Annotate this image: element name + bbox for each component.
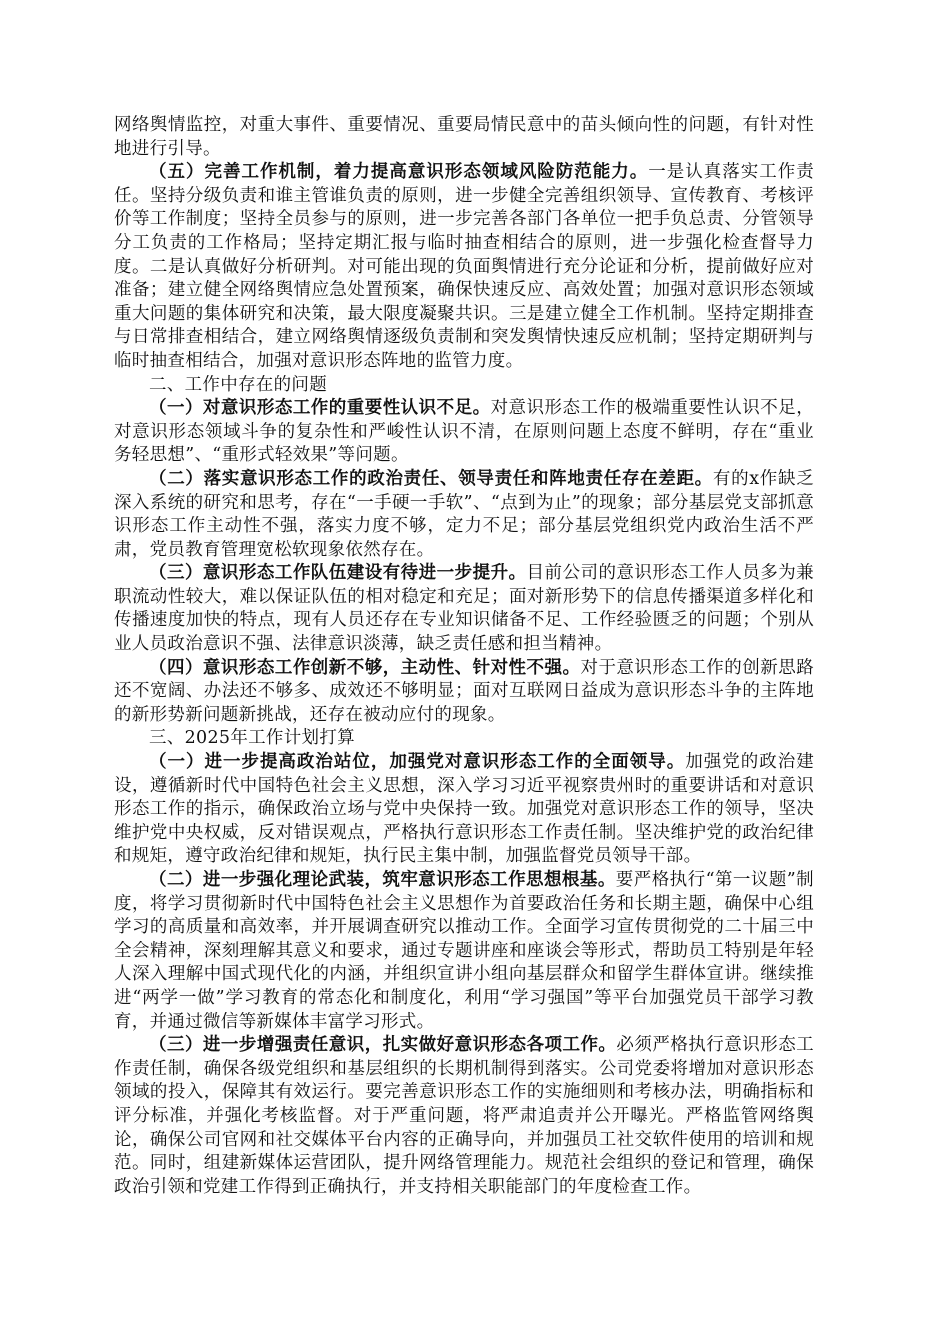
paragraph-text: 目前公司的意识形态工作人员多为兼职流动性较大，难以保证队伍的相对稳定和充足；面对新形势下的信息传播渠道多样化和传播速度加快的特点，现有人员还存在专业知识储备不足、工作经验匮乏的问题；个别从业人员政治意识不强、法律意识淡薄，缺乏责任感和担当精神。: [114, 563, 814, 655]
paragraph-heading: （三）进一步增强责任意识，扎实做好意识形态各项工作。: [149, 1035, 617, 1056]
paragraph-section-2-4: [114, 657, 814, 728]
paragraph-section-2-3: [114, 562, 814, 656]
paragraph-heading: （三）意识形态工作队伍建设有待进一步提升。: [149, 563, 527, 584]
paragraph-section-2-2: [114, 468, 814, 562]
paragraph-section-3-3: [114, 1034, 814, 1199]
paragraph-text: 网络舆情监控，对重大事件、重要情况、重要局情民意中的苗头倾向性的问题，有针对性地进行引导。: [114, 115, 814, 159]
paragraph-heading: （二）落实意识形态工作的政治责任、领导责任和阵地责任存在差距。: [149, 468, 713, 489]
section-heading-2: [114, 374, 814, 398]
paragraph-1: [114, 114, 814, 161]
paragraph-heading: （一）进一步提高政治站位，加强党对意识形态工作的全面领导。: [149, 752, 686, 773]
paragraph-text: 一是认真落实工作责任。坚持分级负责和谁主管谁负责的原则，进一步健全完善组织领导、宣传教育、考核评价等工作制度；坚持全员参与的原则，进一步完善各部门各单位一把手负总责、分管领导分工负责的工作格局；坚持定期汇报与临时抽查相结合的原则，进一步强化检查督导力度。二是认真做好分析研判。对可能出现的负面舆情进行充分论证和分析，提前做好应对准备；建立健全网络舆情应急处置预案，确保快速反应、高效处置；加强对意识形态领域重大问题的集体研究和决策，最大限度凝聚共识。三是建立健全工作机制。坚持定期排查与日常排查相结合，建立网络舆情逐级负责制和突发舆情快速反应机制；坚持定期研判与临时抽查相结合，加强对意识形态阵地的监管力度。: [114, 162, 814, 371]
paragraph-text: 要严格执行“第一议题”制度，将学习贯彻新时代中国特色社会主义思想作为首要政治任务和长期主题，确保中心组学习的高质量和高效率，并开展调查研究以推动工作。全面学习宣传贯彻党的二十届三中全会精神，深刻理解其意义和要求，通过专题讲座和座谈会等形式，帮助员工特别是年轻人深入理解中国式现代化的内涵，并组织宣讲小组向基层群众和留学生群体宣讲。继续推进“两学一做”学习教育的常态化和制度化，利用“学习强国”等平台加强党员干部学习教育，并通过微信等新媒体丰富学习形式。: [114, 870, 814, 1032]
section-heading-text: 二、工作中存在的问题: [149, 374, 327, 395]
paragraph-heading: （二）进一步强化理论武装，筑牢意识形态工作思想根基。: [149, 870, 616, 890]
paragraph-text: 有的x作缺乏深入系统的研究和思考，存在“一手硬一手软”、“点到为止”的现象；部分基层党支部抓意识形态工作主动性不强，落实力度不够，定力不足；部分基层党组织党内政治生活不严肃，党员教育管理宽松软现象依然存在。: [114, 468, 814, 560]
paragraph-heading: （四）意识形态工作创新不够，主动性、针对性不强。: [149, 657, 581, 678]
paragraph-text: 对意识形态工作的极端重要性认识不足，对意识形态领域斗争的复杂性和严峻性认识不清，在原则问题上态度不鲜明，存在“重业务轻思想”、“重形式轻效果”等问题。: [114, 398, 814, 466]
paragraph-text: 对于意识形态工作的创新思路还不宽阔、办法还不够多、成效还不够明显；面对互联网日益成为意识形态斗争的主阵地的新形势新问题新挑战，还存在被动应付的现象。: [114, 657, 814, 725]
paragraph-heading: （一）对意识形态工作的重要性认识不足。: [149, 398, 491, 419]
paragraph-text: 必须严格执行意识形态工作责任制，确保各级党组织和基层组织的长期机制得到落实。公司党委将增加对意识形态领域的投入，保障其有效运行。要完善意识形态工作的实施细则和考核办法，明确指标和评分标准，并强化考核监督。对于严重问题，将严肃追责并公开曝光。严格监管网络舆论，确保公司官网和社交媒体平台内容的正确导向，并加强员工社交软件使用的培训和规范。同时，组建新媒体运营团队，提升网络管理能力。规范社会组织的登记和管理，确保政治引领和党建工作得到正确执行，并支持相关职能部门的年度检查工作。: [114, 1035, 814, 1197]
section-heading-text: 三、2025年工作计划打算: [149, 728, 355, 749]
paragraph-section-2-1: [114, 397, 814, 468]
section-heading-3: [114, 727, 814, 751]
paragraph-section-3-1: [114, 751, 814, 869]
paragraph-text: 加强党的政治建设，遵循新时代中国特色社会主义思想，深入学习习近平视察贵州时的重要讲话和对意识形态工作的指示，确保政治立场与党中央保持一致。加强党对意识形态工作的领导，坚决维护党中央权威，反对错误观点，严格执行意识形态工作责任制。坚决维护党的政治纪律和规矩，遵守政治纪律和规矩，执行民主集中制，加强监督党员领导干部。: [114, 752, 814, 867]
paragraph-heading: （五）完善工作机制，着力提高意识形态领域风险防范能力。: [149, 162, 649, 183]
paragraph-section-3-2: [114, 869, 814, 1034]
paragraph-section-1-5: [114, 161, 814, 373]
